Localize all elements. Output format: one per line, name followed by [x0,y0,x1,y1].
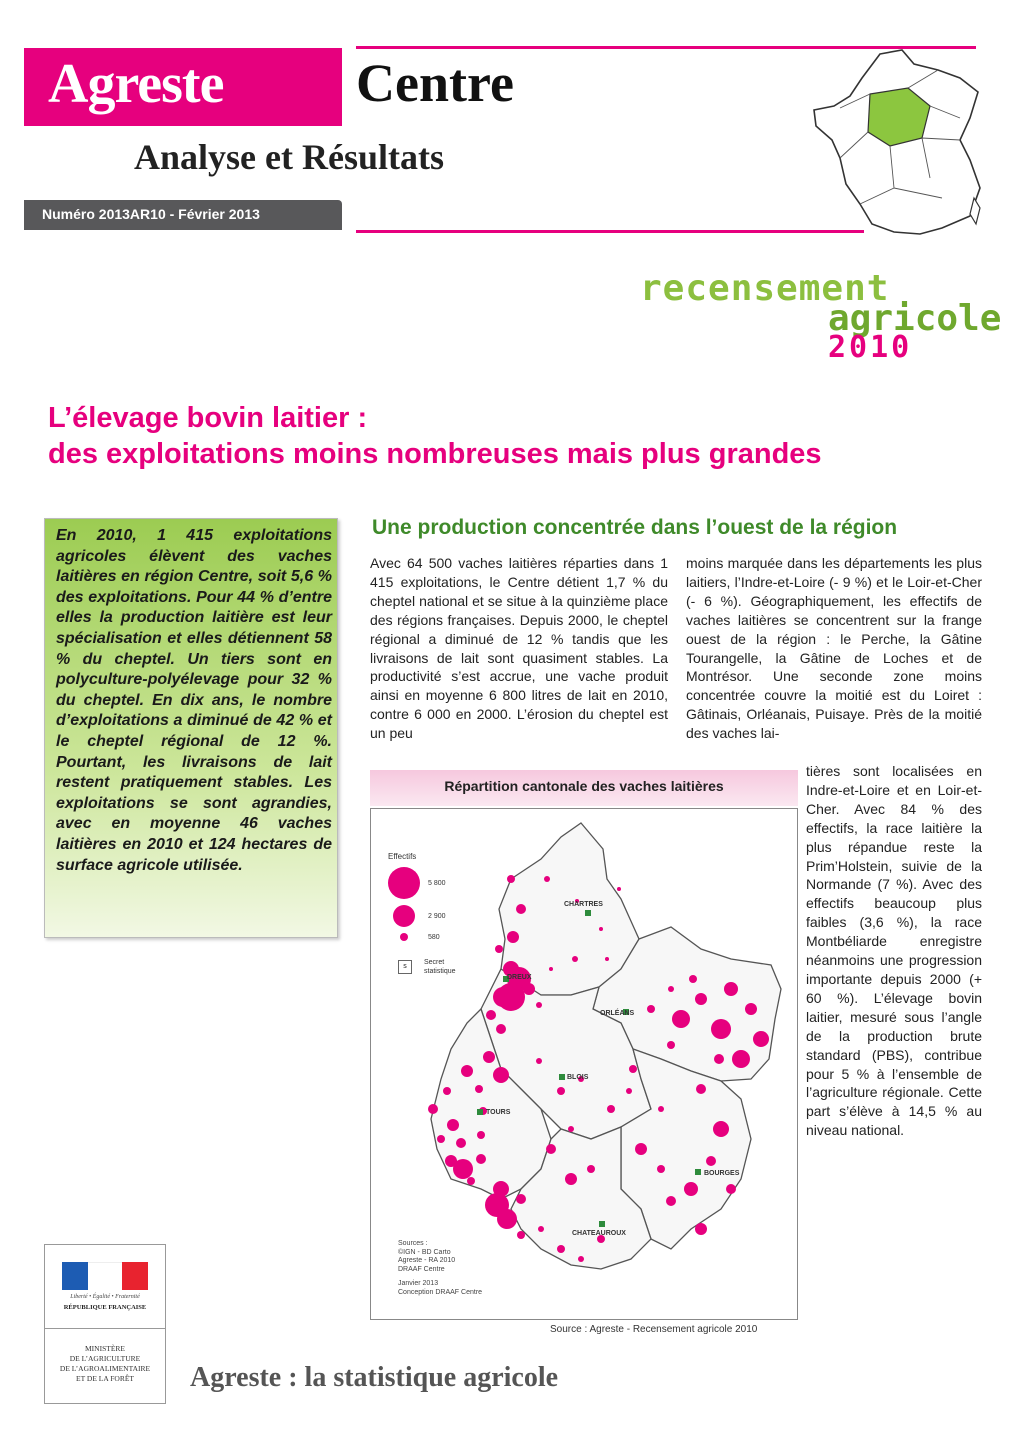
map-legend-value: 2 900 [428,913,446,920]
census-logo-year: 2010 [828,330,913,365]
marianne-flag-blue [62,1262,88,1290]
map-city-label: BOURGES [704,1170,740,1177]
map-city-label: BLOIS [567,1074,589,1081]
map-legend-secret-box: s [398,960,412,974]
ministry-line: MINISTÈRE [85,1344,125,1353]
figure-title: Répartition cantonale des vaches laitières [444,778,724,794]
france-map-icon [810,48,986,240]
map-note-line: Sources : [398,1240,428,1247]
map-note-line: DRAAF Centre [398,1265,445,1273]
ministry-name [48,1344,162,1384]
map-city-label: CHARTRES [564,901,603,908]
map-legend-title: Effectifs [388,852,417,861]
map-city-label: ORLÉANS [600,1010,635,1017]
map-note-line: Conception DRAAF Centre [398,1288,483,1296]
body-column-1: Avec 64 500 vaches laitières réparties dans 1 415 exploitations, le Centre détient 1,7 % du cheptel national et se situe à la quinzième place des régions françaises. Depuis 2000, le cheptel régional a diminué de 12 % tandis que les livraisons de lait sont quasiment stables. La productivité s’est accrue, une vache produit ainsi en moyenne 6 800 litres de lait en 2010, contre 6 000 en 2000. L’érosion du cheptel est un peu [370,555,668,742]
map-legend-value: 580 [428,934,440,941]
ministry-line: DE L’AGRICULTURE [69,1354,141,1363]
header-rule-mid [356,230,864,233]
map-city-label: TOURS [486,1109,511,1116]
map-city-label: DREUX [507,974,532,981]
figure-source: Source : Agreste - Recensement agricole 2010 [550,1324,758,1335]
map-note-line: ©IGN - BD Carto [398,1248,451,1256]
republic-motto: Liberté • Égalité • Fraternité [70,1294,140,1300]
census-logo-line1: recensement [640,268,890,309]
map-note-line: Janvier 2013 [398,1280,439,1287]
region-name: Centre [356,53,514,113]
footer-tagline: Agreste : la statistique agricole [190,1362,559,1393]
section-title: Une production concentrée dans l’ouest de la région [372,516,898,539]
ministry-line: DE L’AGROALIMENTAIRE [59,1364,151,1373]
summary-text: En 2010, 1 415 exploitations agricoles élèvent des vaches laitières en région Centre, soit 5,6 % des exploitations. Pour 44 % d’entre elles la production laitière est leur spécialisation et elles détiennent 58 % du cheptel. Un tiers sont en polyculture-polyélevage pour 32 % du cheptel. En dix ans, le nombre d’exploitations a diminué de 42 % et le cheptel régional de 12 %. Pourtant, les livraisons de lait restent pratiquement stables. Les exploitations se sont agrandies, avec en moyenne 46 vaches laitières en 2010 et 124 hectares de surface agricole utilisée. [56,527,332,874]
marianne-flag-red [122,1262,148,1290]
issue-number: Numéro 2013AR10 - Février 2013 [42,206,260,222]
map-city-label: CHATEAUROUX [572,1230,626,1237]
map-legend-value: 5 800 [428,880,446,887]
body-column-2-continued: tières sont localisées en Indre-et-Loire et en Loir-et-Cher. Avec 84 % des effectifs, la race laitière la plus répandue reste la Prim’Holstein, suivie de la Normande (7 %). Avec des effectifs beaucoup plus faibles (3,6 %), la race Montbéliarde enregistre néanmoins une progression importante depuis 2000 (+ 60 %). L’élevage bovin laitier, mesuré sous l’angle de la production brute standard (PBS), contribue pour 5 % à l’ensemble de l’agriculture régionale. Cette part s’élève à 14,5 % au niveau national. [806,763,982,1139]
map-legend-secret: Secret statistique [424,959,456,975]
article-title [48,400,988,472]
marianne-flag-white [88,1262,122,1291]
ministry-line: ET DE LA FORÊT [76,1374,134,1383]
ministry-separator [44,1328,166,1329]
agreste-logo: Agreste [48,53,224,115]
publication-subtitle: Analyse et Résultats [134,137,444,177]
map-notes [398,1240,498,1297]
body-column-2: moins marquée dans les départements les plus laitiers, l’Indre-et-Loire (- 9 %) et le Loir-et-Cher (- 6 %). Géographiquement, les effectifs de vaches laitières se concentrent sur la frange ouest de la région : le Perche, la Gâtine Tourangelle, la Gâtine de Loches et de Montrésor. Une seconde zone moins concentrée couvre la moitié est du Loiret : Gâtinais, Orléanais, Puisaye. Près de la moitié des vaches lai- [686,555,982,742]
article-title-line1: L’élevage bovin laitier : [48,402,368,434]
article-title-line2: des exploitations moins nombreuses mais plus grandes [48,438,822,470]
republic-name: RÉPUBLIQUE FRANÇAISE [63,1304,147,1311]
census-logo-line2: agricole [828,298,1002,339]
map-note-line: Agreste - RA 2010 [398,1257,456,1264]
